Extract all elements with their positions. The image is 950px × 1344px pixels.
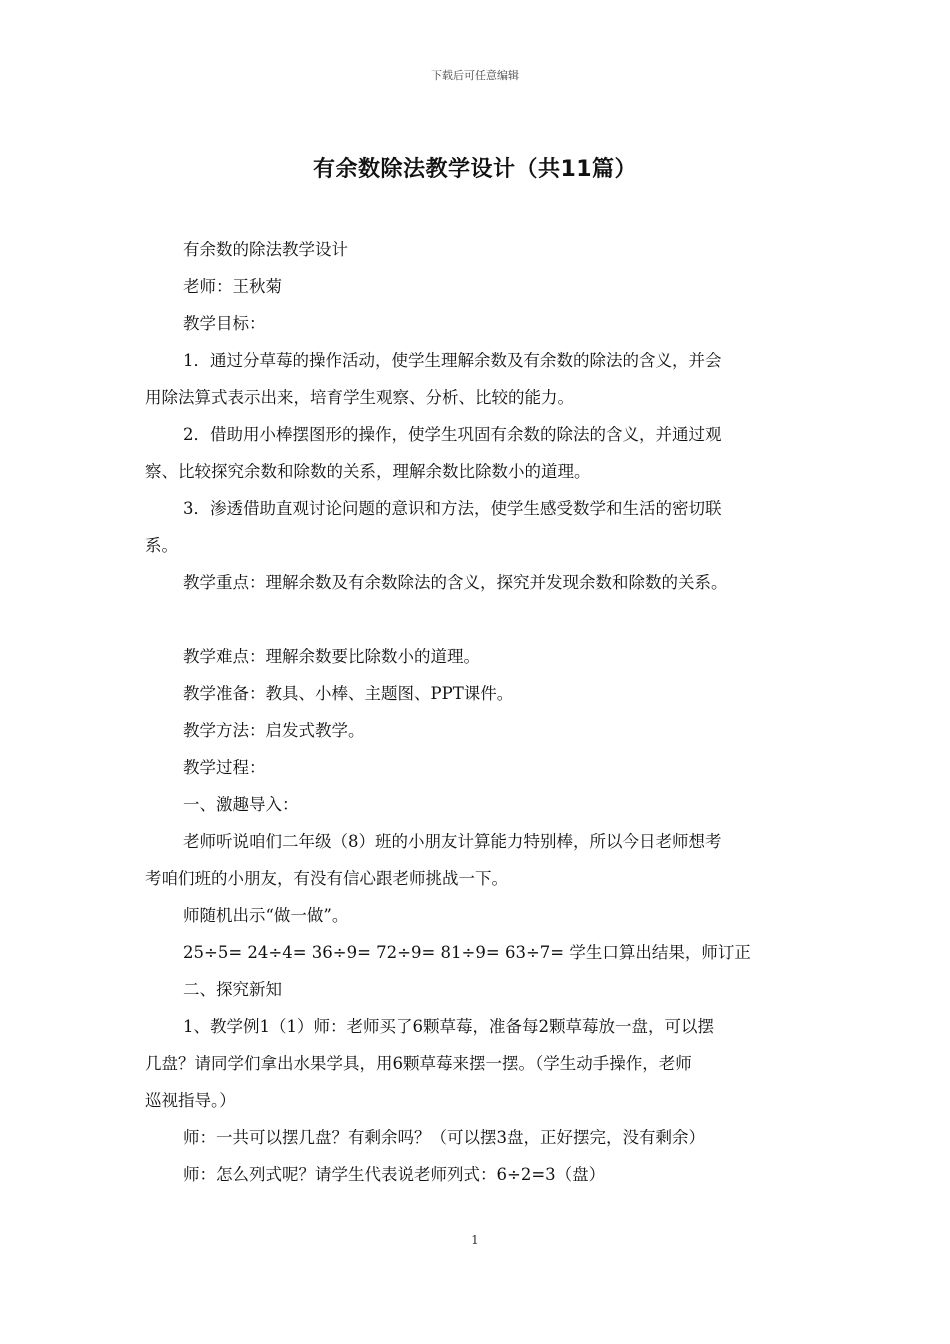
body-line: 2．借助用小棒摆图形的操作，使学生巩固有余数的除法的含义，并通过观 bbox=[183, 425, 722, 444]
document-title: 有余数除法教学设计（共11篇） bbox=[312, 157, 638, 182]
body-line: 师：怎么列式呢？请学生代表说老师列式：6÷2=3（盘） bbox=[183, 1165, 606, 1184]
body-line: 系。 bbox=[145, 536, 178, 555]
body-line: 教学目标： bbox=[183, 314, 266, 333]
body-line: 教学过程： bbox=[183, 758, 266, 777]
body-line bbox=[145, 601, 815, 638]
body-line: 师随机出示“做一做”。 bbox=[183, 906, 349, 925]
page-number: 1 bbox=[471, 1233, 479, 1247]
body-line: 师：一共可以摆几盘？有剩余吗？（可以摆3盘，正好摆完，没有剩余） bbox=[183, 1128, 705, 1147]
body-line: 考咱们班的小朋友，有没有信心跟老师挑战一下。 bbox=[145, 869, 508, 888]
body-line: 老师听说咱们二年级（8）班的小朋友计算能力特别棒，所以今日老师想考 bbox=[183, 832, 722, 851]
body-line: 1、教学例1（1）师：老师买了6颗草莓，准备每2颗草莓放一盘，可以摆 bbox=[183, 1017, 714, 1036]
body-line: 教学重点：理解余数及有余数除法的含义，探究并发现余数和除数的关系。 bbox=[183, 573, 728, 592]
body-line: 有余数的除法教学设计 bbox=[183, 240, 348, 259]
body-line: 一、激趣导入： bbox=[183, 795, 299, 814]
body-line: 教学方法：启发式教学。 bbox=[183, 721, 365, 740]
body-line: 二、探究新知 bbox=[183, 980, 282, 999]
body-line: 察、比较探究余数和除数的关系，理解余数比除数小的道理。 bbox=[145, 462, 591, 481]
body-line: 教学难点：理解余数要比除数小的道理。 bbox=[183, 647, 480, 666]
body-line: 25÷5= 24÷4= 36÷9= 72÷9= 81÷9= 63÷7= 学生口算出结果，师订正 bbox=[183, 943, 751, 962]
body-line: 3．渗透借助直观讨论问题的意识和方法，使学生感受数学和生活的密切联 bbox=[183, 499, 722, 518]
body-line: 教学准备：教具、小棒、主题图、PPT课件。 bbox=[183, 684, 514, 703]
page-header-note: 下载后可任意编辑 bbox=[431, 69, 519, 82]
body-line: 几盘？请同学们拿出水果学具，用6颗草莓来摆一摆。（学生动手操作，老师 bbox=[145, 1054, 692, 1073]
body-line: 巡视指导。） bbox=[145, 1091, 236, 1110]
body-line: 用除法算式表示出来，培育学生观察、分析、比较的能力。 bbox=[145, 388, 574, 407]
document-body bbox=[145, 231, 815, 1193]
body-line: 1．通过分草莓的操作活动，使学生理解余数及有余数的除法的含义，并会 bbox=[183, 351, 722, 370]
body-line: 老师：王秋菊 bbox=[183, 277, 282, 296]
